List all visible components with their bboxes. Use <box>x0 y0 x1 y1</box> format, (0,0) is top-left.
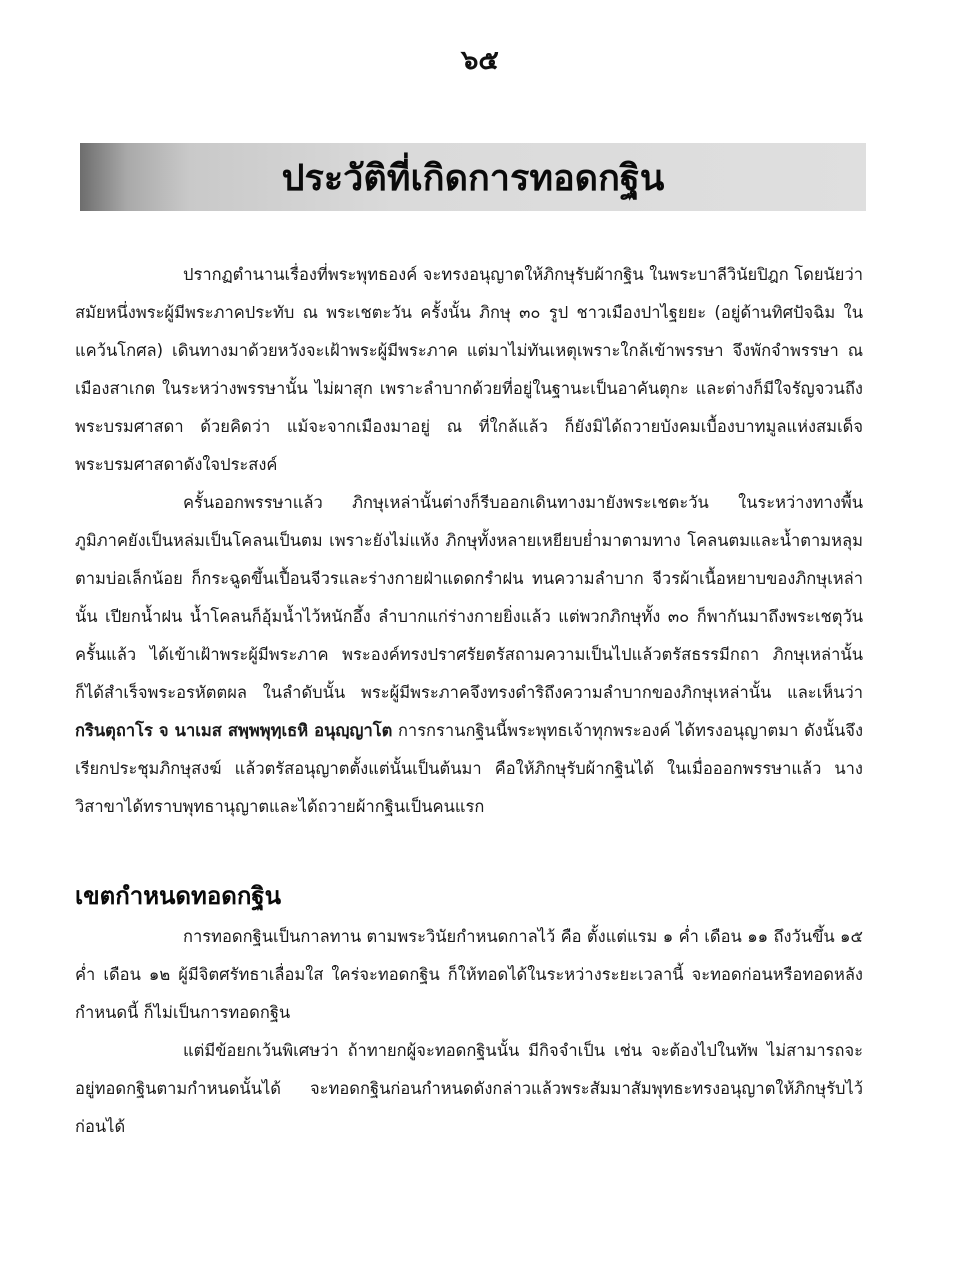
paragraph-exception: แต่มีข้อยกเว้นพิเศษว่า ถ้าทายกผู้จะทอดกฐินนั้น มีกิจจำเป็น เช่น จะต้องไปในทัพ ไม่สามารถจะอยู่ทอดกฐินตามกำหนดนั้นได้ จะทอดกฐินก่อนกำหนดดังกล่าวแล้วพระสัมมาสัมพุทธะทรงอนุญาตให้ภิกษุรับไว้ก่อนได้ <box>75 1041 863 1136</box>
paragraph-journey-conclusion: การกรานกฐินนี้พระพุทธเจ้าทุกพระองค์ ได้ทรงอนุญาตมา ดังนั้นจึงเรียกประชุมภิกษุสงฆ์ แล้วตรัสอนุญาตตั้งแต่นั้นเป็นต้นมา คือให้ภิกษุรับผ้ากฐินได้ ในเมื่อออกพรรษาแล้ว นางวิสาขาได้ทราบพุทธานุญาตและได้ถวายผ้ากฐินเป็นคนแรก <box>75 721 863 816</box>
page-number: ๖๕ <box>461 45 499 76</box>
section-heading: เขตกำหนดทอดกฐิน <box>75 882 282 910</box>
page-title: ประวัติที่เกิดการทอดกฐิน <box>281 157 665 199</box>
paragraph-period: การทอดกฐินเป็นกาลทาน ตามพระวินัยกำหนดกาลไว้ คือ ตั้งแต่แรม ๑ ค่ำ เดือน ๑๑ ถึงวันขึ้น ๑๕ ค่ำ เดือน ๑๒ ผู้มีจิตศรัทธาเลื่อมใส ใคร่จะทอดกฐิน ก็ให้ทอดได้ในระหว่างระยะเวลานี้ จะทอดก่อนหรือทอดหลังกำหนดนี้ ก็ไม่เป็นการทอดกฐิน <box>75 927 863 1022</box>
title-banner <box>80 143 866 211</box>
paragraph-journey <box>75 484 863 826</box>
paragraph-origin: ปรากฏตำนานเรื่องที่พระพุทธองค์ จะทรงอนุญาตให้ภิกษุรับผ้ากฐิน ในพระบาลีวินัยปิฎก โดยนัยว่า สมัยหนึ่งพระผู้มีพระภาคประทับ ณ พระเชตะวัน ครั้งนั้น ภิกษุ ๓๐ รูป ชาวเมืองปาไฐยยะ (อยู่ด้านทิศปัจฉิม ในแคว้นโกศล) เดินทางมาด้วยหวังจะเฝ้าพระผู้มีพระภาค แต่มาไม่ทันเหตุเพราะใกล้เข้าพรรษา จึงพักจำพรรษา ณ เมืองสาเกต ในระหว่างพรรษานั้น ไม่ผาสุก เพราะลำบากด้วยที่อยู่ในฐานะเป็นอาคันตุกะ และต่างก็มีใจรัญจวนถึงพระบรมศาสดา ด้วยคิดว่า แม้จะจากเมืองมาอยู่ ณ ที่ใกล้แล้ว ก็ยังมิได้ถวายบังคมเบื้องบาทมูลแห่งสมเด็จพระบรมศาสดาดังใจประสงค์ <box>75 265 863 474</box>
paragraph-journey-text: ครั้นออกพรรษาแล้ว ภิกษุเหล่านั้นต่างก็รีบออกเดินทางมายังพระเชตะวัน ในระหว่างทางพื้นภูมิภาคยังเป็นหล่มเป็นโคลนเป็นตม เพราะยังไม่แห้ง ภิกษุทั้งหลายเหยียบย่ำมาตามทาง โคลนตมและน้ำตามหลุมตามบ่อเล็กน้อย ก็กระฉูดขึ้นเปื้อนจีวรและร่างกายฝ่าแดดกรำฝน ทนความลำบาก จีวรผ้าเนื้อหยาบของภิกษุเหล่านั้น เปียกน้ำฝน น้ำโคลนก็อุ้มน้ำไว้หนักอึ้ง ลำบากแก่ร่างกายยิ่งแล้ว แต่พวกภิกษุทั้ง ๓๐ ก็พากันมาถึงพระเชตุวันครั้นแล้ว ได้เข้าเฝ้าพระผู้มีพระภาค พระองค์ทรงปราศรัยตรัสถามความเป็นไปแล้วตรัสธรรมีกถา ภิกษุเหล่านั้น ก็ได้สำเร็จพระอรหัตตผล ในลำดับนั้น พระผู้มีพระภาคจึงทรงดำริถึงความลำบากของภิกษุเหล่านั้น และเห็นว่า <box>75 493 863 702</box>
pali-quote: กรินตุถาโร จ นาเมส สพฺพพุทฺเธหิ อนุญฺญาโต <box>75 721 393 740</box>
body-text <box>75 256 863 1146</box>
